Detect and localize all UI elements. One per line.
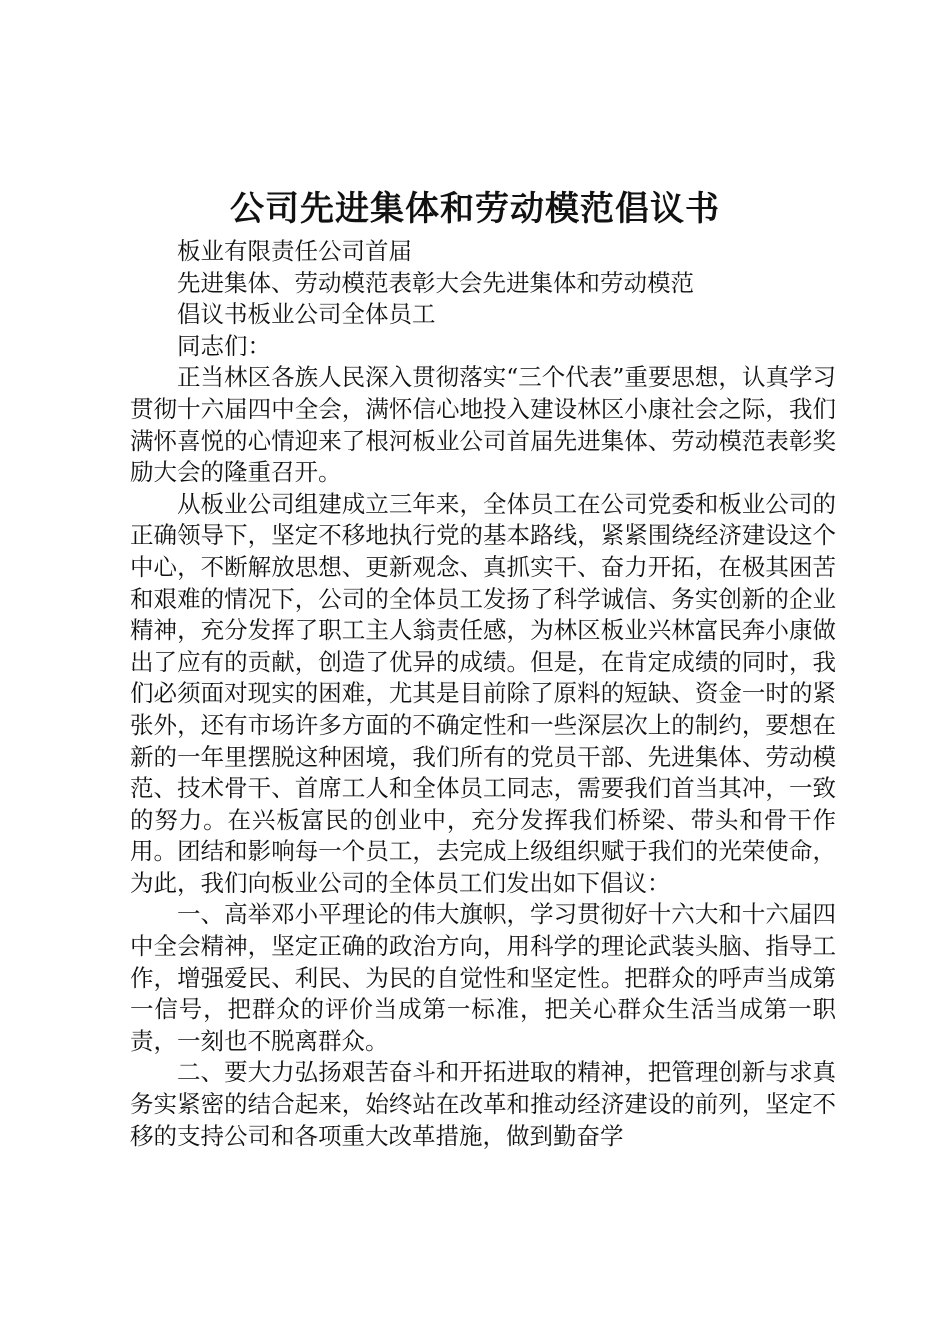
paragraph-intro: 正当林区各族人民深入贯彻落实“三个代表”重要思想，认真学习贯彻十六届四中全会，满怀信心地投入建设林区小康社会之际，我们满怀喜悦的心情迎来了根河板业公司首届先进集体、劳动模范表彰奖励大会的隆重召开。 — [130, 363, 836, 487]
paragraph-proposal-one: 一、高举邓小平理论的伟大旗帜，学习贯彻好十六大和十六届四中全会精神，坚定正确的政治方向，用科学的理论武装头脑、指导工作，增强爱民、利民、为民的自觉性和坚定性。把群众的呼声当成第一信号，把群众的评价当成第一标准，把关心群众生活当成第一职责，一刻也不脱离群众。 — [130, 900, 836, 1055]
paragraph-proposal-two: 二、要大力弘扬艰苦奋斗和开拓进取的精神，把管理创新与求真务实紧密的结合起来，始终站在改革和推动经济建设的前列，坚定不移的支持公司和各项重大改革措施，做到勤奋学 — [130, 1058, 836, 1150]
header-line-recipients: 倡议书板业公司全体员工 — [177, 300, 436, 329]
document-title: 公司先进集体和劳动模范倡议书 — [230, 189, 720, 229]
header-line-event: 先进集体、劳动模范表彰大会先进集体和劳动模范 — [177, 268, 694, 297]
salutation: 同志们： — [177, 331, 271, 360]
document-body — [130, 236, 836, 1152]
header-line-company: 板业有限责任公司首届 — [177, 237, 412, 265]
paragraph-background: 从板业公司组建成立三年来，全体员工在公司党委和板业公司的正确领导下，坚定不移地执行党的基本路线，紧紧围绕经济建设这个中心，不断解放思想、更新观念、真抓实干、奋力开拓，在极其困苦和艰难的情况下，公司的全体员工发扬了科学诚信、务实创新的企业精神，充分发挥了职工主人翁责任感，为林区板业兴林富民奔小康做出了应有的贡献，创造了优异的成绩。但是，在肯定成绩的同时，我们必须面对现实的困难，尤其是目前除了原料的短缺、资金一时的紧张外，还有市场许多方面的不确定性和一些深层次上的制约，要想在新的一年里摆脱这种困境，我们所有的党员干部、先进集体、劳动模范、技术骨干、首席工人和全体员工同志，需要我们首当其冲，一致的努力。在兴板富民的创业中，充分发挥我们桥梁、带头和骨干作用。团结和影响每一个员工，去完成上级组织赋于我们的光荣使命，为此，我们向板业公司的全体员工们发出如下倡议： — [130, 489, 836, 897]
